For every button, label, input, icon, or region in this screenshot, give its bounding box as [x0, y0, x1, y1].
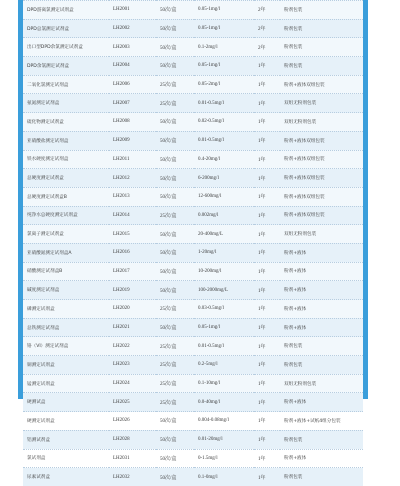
table-row [23, 300, 363, 319]
range-cell: 0.03-0.5mg/l [194, 300, 254, 319]
shelf-life-cell: 1年 [254, 374, 280, 393]
shelf-life-cell: 1年 [254, 57, 280, 76]
packaging-cell: 双组无粉剂包装 [280, 374, 363, 393]
kit-name-cell: 二氧化氯测定试剂盒 [23, 75, 109, 94]
kit-name-cell: 总硬度测定试剂盒B [23, 187, 109, 206]
shelf-life-cell: 2年 [254, 1, 280, 20]
shelf-life-cell: 1年 [254, 94, 280, 113]
product-code-cell: LH2017 [109, 262, 156, 281]
product-code-cell: LH2032 [109, 468, 156, 486]
spec-cell: 50次/盒 [156, 150, 194, 169]
range-cell: 0.004-0.08mg/l [194, 412, 254, 431]
product-code-cell: LH2008 [109, 113, 156, 132]
packaging-cell: 粉剂+液体双组包装 [280, 75, 363, 94]
product-code-cell: LH2016 [109, 243, 156, 262]
kit-name-cell: 铝测试剂盒 [23, 430, 109, 449]
shelf-life-cell: 1年 [254, 113, 280, 132]
range-cell: 0-1.5mg/l [194, 449, 254, 468]
product-code-cell: LH2004 [109, 57, 156, 76]
packaging-cell: 粉剂包装 [280, 337, 363, 356]
table-row [23, 187, 363, 206]
product-code-cell: LH2013 [109, 187, 156, 206]
table-row [23, 243, 363, 262]
table-row [23, 57, 363, 76]
range-cell: 20-400mg/L [194, 225, 254, 244]
range-cell: 10-200mg/l [194, 262, 254, 281]
table-row [23, 449, 363, 468]
range-cell: 6-200mg/l [194, 169, 254, 188]
spec-cell: 50次/盒 [156, 187, 194, 206]
spec-cell: 50次/盒 [156, 281, 194, 300]
spec-cell: 25次/盒 [156, 393, 194, 412]
packaging-cell: 粉剂+液体双组包装 [280, 131, 363, 150]
table-row [23, 318, 363, 337]
shelf-life-cell: 1年 [254, 206, 280, 225]
spec-cell: 50次/盒 [156, 1, 194, 20]
shelf-life-cell: 1年 [254, 281, 280, 300]
shelf-life-cell: 1年 [254, 225, 280, 244]
packaging-cell: 粉剂+液体 [280, 449, 363, 468]
range-cell: 0.02-0.5mg/l [194, 113, 254, 132]
range-cell: 0.0-40mg/l [194, 393, 254, 412]
packaging-cell: 粉剂+液体 [280, 300, 363, 319]
packaging-cell: 粉剂包装 [280, 38, 363, 57]
packaging-cell: 粉剂包装 [280, 356, 363, 375]
range-cell: 0.05-2mg/l [194, 75, 254, 94]
shelf-life-cell: 1年 [254, 300, 280, 319]
range-cell: 12-600mg/l [194, 187, 254, 206]
packaging-cell: 粉剂+液体 [280, 262, 363, 281]
spec-cell: 50次/盒 [156, 262, 194, 281]
range-cell: 0.01-0.5mg/l [194, 337, 254, 356]
spec-cell: 50次/盒 [156, 243, 194, 262]
table-row [23, 281, 363, 300]
kit-name-cell: 锰测定试剂盒 [23, 374, 109, 393]
product-code-cell: LH2022 [109, 337, 156, 356]
packaging-cell: 粉剂包装 [280, 19, 363, 38]
range-cell: 0.1-10mg/l [194, 374, 254, 393]
shelf-life-cell: 2年 [254, 38, 280, 57]
product-code-cell: LH2031 [109, 449, 156, 468]
packaging-cell: 粉剂包装 [280, 57, 363, 76]
shelf-life-cell: 1年 [254, 318, 280, 337]
spec-cell: 25次/盒 [156, 300, 194, 319]
spec-cell: 50次/盒 [156, 430, 194, 449]
product-code-cell: LH2001 [109, 1, 156, 20]
spec-cell: 50次/盒 [156, 131, 194, 150]
product-code-cell: LH2025 [109, 393, 156, 412]
shelf-life-cell: 1年 [254, 131, 280, 150]
table-row [23, 75, 363, 94]
range-cell: 0.002mg/l [194, 206, 254, 225]
product-code-cell: LH2024 [109, 374, 156, 393]
table-row [23, 206, 363, 225]
product-code-cell: LH2007 [109, 94, 156, 113]
kit-name-cell: 亚硝酸氮测定试剂盒A [23, 243, 109, 262]
kit-name-cell: 铬（VI）测定试剂盒 [23, 337, 109, 356]
product-code-cell: LH2009 [109, 131, 156, 150]
shelf-life-cell: 1年 [254, 337, 280, 356]
shelf-life-cell: 1年 [254, 243, 280, 262]
product-code-cell: LH2019 [109, 281, 156, 300]
spec-cell: 50次/盒 [156, 225, 194, 244]
range-cell: 0.4-20mg/l [194, 150, 254, 169]
packaging-cell: 粉剂+液体+试纸4组分包装 [280, 412, 363, 431]
kit-name-cell: 磷测定试剂盒 [23, 300, 109, 319]
range-cell: 0.1-2mg/l [194, 38, 254, 57]
kit-name-cell: 碱度测定试剂盒 [23, 281, 109, 300]
product-code-cell: LH2002 [109, 19, 156, 38]
product-code-cell: LH2015 [109, 225, 156, 244]
range-cell: 0.01-20mg/l [194, 430, 254, 449]
range-cell: 0.01-0.5mg/l [194, 94, 254, 113]
packaging-cell: 双组无粉剂包装 [280, 113, 363, 132]
packaging-cell: 粉剂+液体双组包装 [280, 169, 363, 188]
table-row [23, 337, 363, 356]
shelf-life-cell: 1年 [254, 150, 280, 169]
packaging-cell: 粉剂包装 [280, 430, 363, 449]
kit-name-cell: 总硬度测定试剂盒 [23, 169, 109, 188]
table-row [23, 374, 363, 393]
table-row [23, 38, 363, 57]
range-cell: 0.2-5mg/l [194, 356, 254, 375]
shelf-life-cell: 1年 [254, 169, 280, 188]
range-cell: 0.05-1mg/l [194, 19, 254, 38]
shelf-life-cell: 1年 [254, 356, 280, 375]
spec-cell: 50次/盒 [156, 169, 194, 188]
shelf-life-cell: 1年 [254, 412, 280, 431]
kit-name-cell: 尿素试剂盒 [23, 468, 109, 486]
spec-cell: 25次/盒 [156, 374, 194, 393]
range-cell: 0.05-1mg/l [194, 57, 254, 76]
shelf-life-cell: 1年 [254, 393, 280, 412]
spec-cell: 50次/盒 [156, 468, 194, 486]
product-code-cell: LH2011 [109, 150, 156, 169]
product-code-cell: LH2026 [109, 412, 156, 431]
range-cell: 0.1-0mg/l [194, 468, 254, 486]
range-cell: 1-20mg/l [194, 243, 254, 262]
kit-name-cell: 亚硝酸盐测定试剂盒 [23, 131, 109, 150]
table-row [23, 262, 363, 281]
packaging-cell: 粉剂+液体双组包装 [280, 206, 363, 225]
shelf-life-cell: 1年 [254, 449, 280, 468]
product-code-cell: LH2012 [109, 169, 156, 188]
kit-name-cell: 氯试剂盒 [23, 449, 109, 468]
packaging-cell: 粉剂+液体双组包装 [280, 150, 363, 169]
shelf-life-cell: 1年 [254, 262, 280, 281]
kit-name-cell: DPD余氯测定试剂盒 [23, 57, 109, 76]
spec-cell: 25次/盒 [156, 75, 194, 94]
product-code-cell: LH2028 [109, 430, 156, 449]
product-code-cell: LH2003 [109, 38, 156, 57]
spec-cell: 50次/盒 [156, 113, 194, 132]
table-row [23, 94, 363, 113]
spec-cell: 50次/盒 [156, 38, 194, 57]
table-row [23, 113, 363, 132]
reagent-kit-table [23, 0, 363, 486]
table-row [23, 131, 363, 150]
kit-name-cell: 硝酸测定试剂盒B [23, 262, 109, 281]
shelf-life-cell: 2年 [254, 19, 280, 38]
kit-name-cell: 总铁测定试剂盒 [23, 318, 109, 337]
table-row [23, 468, 363, 486]
kit-name-cell: 纯净水总硬度测定试剂盒 [23, 206, 109, 225]
table-row [23, 150, 363, 169]
kit-name-cell: 硫化物测定试剂盒 [23, 113, 109, 132]
packaging-cell: 粉剂+液体 [280, 281, 363, 300]
product-code-cell: LH2020 [109, 300, 156, 319]
spec-cell: 50次/盒 [156, 57, 194, 76]
spec-cell: 50次/盒 [156, 318, 194, 337]
packaging-cell: 粉剂包装 [280, 1, 363, 20]
packaging-cell: 粉剂+液体 [280, 318, 363, 337]
spec-cell: 50次/盒 [156, 412, 194, 431]
range-cell: 100-2000mg/L [194, 281, 254, 300]
table-row [23, 393, 363, 412]
product-code-cell: LH2023 [109, 356, 156, 375]
product-code-cell: LH2006 [109, 75, 156, 94]
table-row [23, 19, 363, 38]
kit-name-cell: 铜测定试剂盒 [23, 356, 109, 375]
kit-name-cell: 出口型DPD余氯测定试剂盒 [23, 38, 109, 57]
kit-name-cell: 铁水硬度测定试剂盒 [23, 150, 109, 169]
kit-name-cell: DPD游离氯测定试剂盒 [23, 1, 109, 20]
kit-name-cell: 氯离子测定试剂盒 [23, 225, 109, 244]
spec-cell: 25次/盒 [156, 356, 194, 375]
packaging-cell: 粉剂+液体 [280, 243, 363, 262]
table-row [23, 412, 363, 431]
table-row [23, 225, 363, 244]
kit-name-cell: DPD总氯测定试剂盒 [23, 19, 109, 38]
spec-cell: 25次/盒 [156, 206, 194, 225]
packaging-cell: 粉剂包装 [280, 468, 363, 486]
spec-cell: 50次/盒 [156, 19, 194, 38]
range-cell: 0.05-1mg/l [194, 318, 254, 337]
packaging-cell: 双组无粉剂包装 [280, 94, 363, 113]
spec-cell: 25次/盒 [156, 337, 194, 356]
product-code-cell: LH2021 [109, 318, 156, 337]
packaging-cell: 粉剂+液体双组包装 [280, 187, 363, 206]
table-body [23, 1, 363, 486]
kit-name-cell: 氨氮测定试剂盒 [23, 94, 109, 113]
table-row [23, 169, 363, 188]
kit-name-cell: 硬测试盒 [23, 393, 109, 412]
product-code-cell: LH2014 [109, 206, 156, 225]
spec-cell: 50次/盒 [156, 449, 194, 468]
shelf-life-cell: 1年 [254, 75, 280, 94]
shelf-life-cell: 1年 [254, 430, 280, 449]
packaging-cell: 粉剂+液体 [280, 393, 363, 412]
table-row [23, 430, 363, 449]
packaging-cell: 双组无粉剂包装 [280, 225, 363, 244]
table-row [23, 1, 363, 20]
shelf-life-cell: 1年 [254, 187, 280, 206]
range-cell: 0.01-0.5mg/l [194, 131, 254, 150]
range-cell: 0.05-1mg/l [194, 1, 254, 20]
shelf-life-cell: 1年 [254, 468, 280, 486]
spec-cell: 25次/盒 [156, 94, 194, 113]
table-row [23, 356, 363, 375]
kit-name-cell: 硬测定试剂盒 [23, 412, 109, 431]
